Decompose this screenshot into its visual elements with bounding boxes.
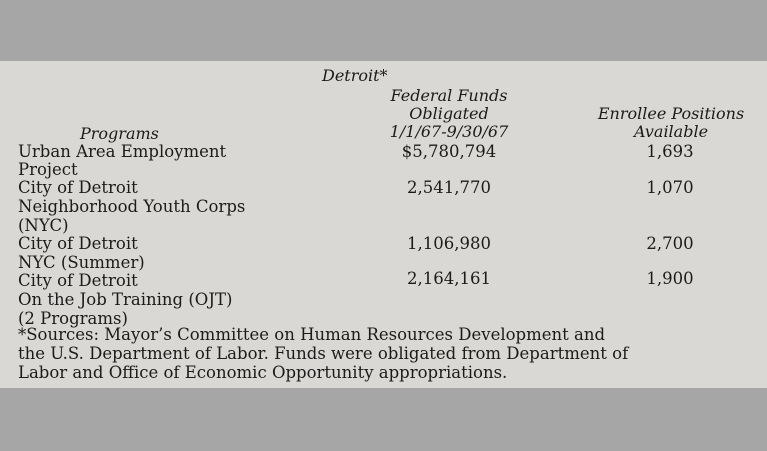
footnote-line-3: Labor and Office of Economic Opportunity appropriations.	[18, 363, 508, 382]
row-3-label-line-2: NYC (Summer)	[18, 253, 145, 272]
funds-header-line-3: 1/1/67-9/30/67	[389, 122, 509, 141]
positions-header-line-1: Enrollee Positions	[597, 104, 745, 123]
row-2-label-line-2: Neighborhood Youth Corps	[18, 197, 246, 216]
row-4-label-line-1: City of Detroit	[18, 271, 138, 290]
row-4-label-line-3: (2 Programs)	[18, 309, 128, 328]
row-4-label-line-2: On the Job Training (OJT)	[18, 290, 233, 309]
row-3-label-line-1: City of Detroit	[18, 234, 138, 253]
footnote-line-2: the U.S. Department of Labor. Funds were obligated from Department of	[18, 344, 629, 363]
row-1-label-line-1: Urban Area Employment	[18, 142, 227, 161]
city-heading: Detroit*	[322, 66, 388, 85]
row-4-positions: 1,900	[646, 269, 694, 288]
row-4-funds: 2,164,161	[407, 269, 491, 288]
row-2-label-line-1: City of Detroit	[18, 178, 138, 197]
row-1-funds: $5,780,794	[401, 142, 497, 161]
row-1-label-line-2: Project	[18, 160, 78, 179]
row-3-positions: 2,700	[646, 234, 694, 253]
row-2-positions: 1,070	[646, 178, 694, 197]
footnote-line-1: *Sources: Mayor’s Committee on Human Resources Development and	[18, 325, 606, 344]
scanned-page	[0, 61, 767, 388]
positions-header-line-2: Available	[633, 122, 709, 141]
row-3-funds: 1,106,980	[407, 234, 491, 253]
programs-header: Programs	[80, 124, 159, 143]
row-2-funds: 2,541,770	[407, 178, 491, 197]
row-2-label-line-3: (NYC)	[18, 216, 69, 235]
funds-header-line-1: Federal Funds	[390, 86, 508, 105]
funds-header-line-2: Obligated	[409, 104, 489, 123]
row-1-positions: 1,693	[646, 142, 694, 161]
